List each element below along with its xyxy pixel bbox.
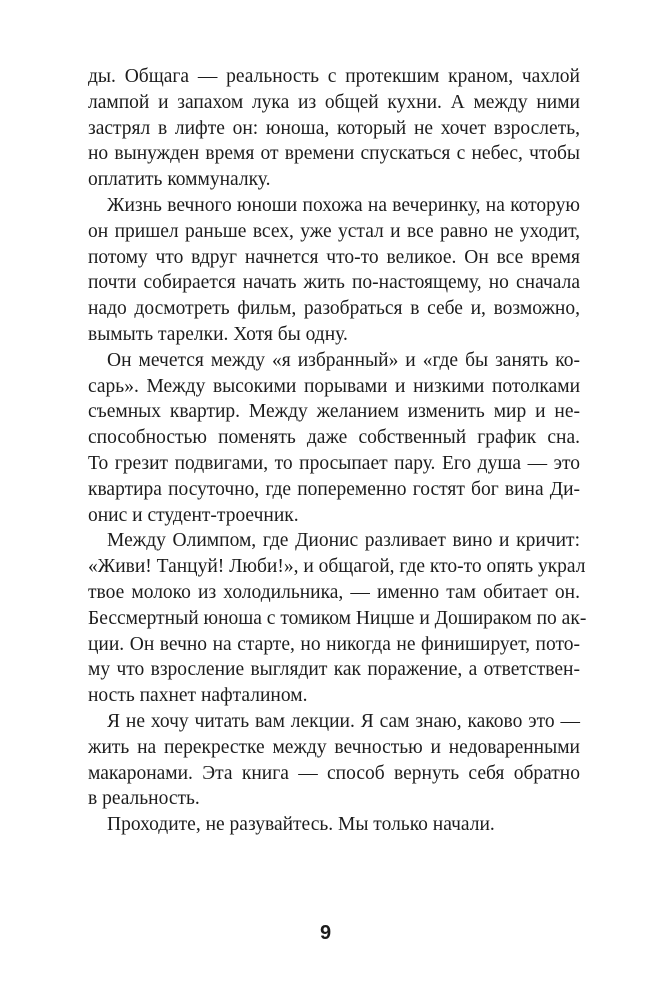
- text-line: Я не хочу читать вам лекции. Я сам знаю, каково это —: [107, 710, 580, 732]
- text-line: он пришел раньше всех, уже устал и все равно не уходит,: [88, 220, 580, 242]
- text-line: застрял в лифте он: юноша, который не хочет взрослеть,: [88, 117, 580, 139]
- text-line: оплатить коммуналку.: [88, 169, 271, 191]
- text-line: Между Олимпом, где Дионис разливает вино и кричит:: [107, 530, 580, 552]
- text-line: способностью поменять даже собственный график сна.: [88, 427, 580, 449]
- text-line: Проходите, не разувайтесь. Мы только начали.: [107, 814, 495, 836]
- paragraph: [88, 193, 580, 348]
- text-line: Жизнь вечного юноши похожа на вечеринку, на которую: [107, 194, 580, 216]
- paragraph: [88, 812, 580, 838]
- text-line: почти собирается начать жить по-настоящему, но сначала: [88, 272, 580, 294]
- text-line: лампой и запахом лука из общей кухни. А между ними: [88, 91, 580, 113]
- text-line: Он мечется между «я избранный» и «где бы занять ко-: [107, 349, 580, 371]
- text-line: ность пахнет нафталином.: [88, 685, 308, 707]
- paragraph: [88, 64, 580, 193]
- text-line: То грезит подвигами, то просыпает пару. Его душа — это: [88, 452, 580, 474]
- text-line: твое молоко из холодильника, — именно там обитает он.: [88, 581, 580, 603]
- text-line: ции. Он вечно на старте, но никогда не финиширует, пото-: [88, 633, 580, 655]
- text-line: макаронами. Эта книга — способ вернуть себя обратно: [88, 762, 580, 784]
- text-line: потому что вдруг начнется что-то великое. Он все время: [88, 246, 580, 268]
- paragraph: [88, 348, 580, 529]
- text-line: но вынужден время от времени спускаться с небес, чтобы: [88, 143, 580, 165]
- page-number: 9: [319, 922, 332, 944]
- body-text: [88, 64, 587, 838]
- text-line: сарь». Между высокими порывами и низкими потолками: [88, 375, 580, 397]
- text-line: съемных квартир. Между желанием изменить мир и не-: [88, 401, 580, 423]
- text-line: онис и студент-троечник.: [88, 504, 299, 526]
- text-line: жить на перекрестке между вечностью и недоваренными: [88, 736, 580, 758]
- text-line: Бессмертный юноша с томиком Ницше и Дошираком по ак-: [88, 607, 587, 629]
- text-line: в реальность.: [88, 788, 200, 810]
- paragraph: [88, 528, 587, 709]
- text-line: надо досмотреть фильм, разобраться в себе и, возможно,: [88, 298, 580, 320]
- text-line: му что взросление выглядит как поражение, а ответствен-: [88, 659, 580, 681]
- text-line: квартира посуточно, где попеременно гостят бог вина Ди-: [88, 478, 580, 500]
- text-line: ды. Общага — реальность с протекшим краном, чахлой: [88, 66, 580, 87]
- text-line: «Живи! Танцуй! Люби!», и общагой, где кто-то опять украл: [88, 556, 586, 578]
- paragraph: [88, 709, 580, 812]
- text-line: вымыть тарелки. Хотя бы одну.: [88, 323, 348, 345]
